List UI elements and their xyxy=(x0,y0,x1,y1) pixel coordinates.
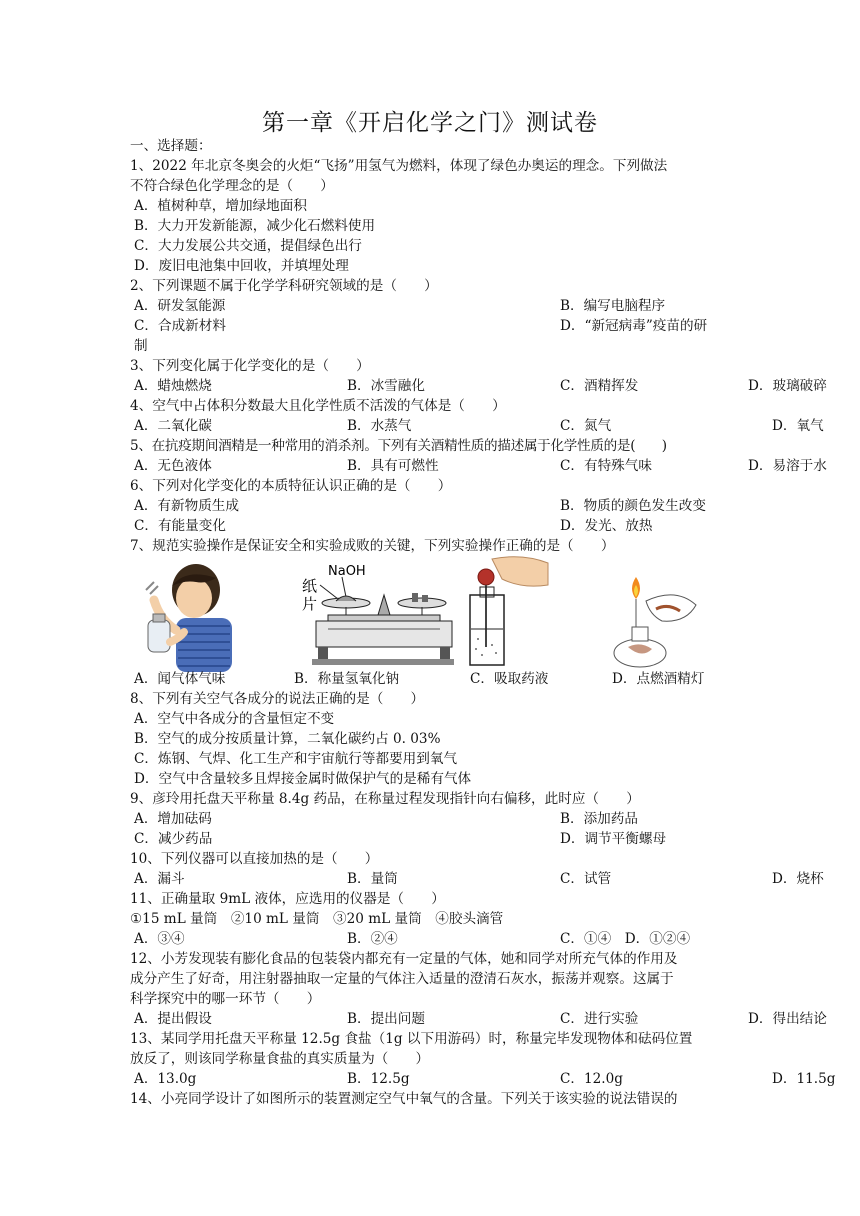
alcohol-lamp-illustration xyxy=(606,575,702,671)
q12-option-c: C．进行实验 xyxy=(560,1011,639,1027)
section-heading: 一、选择题： xyxy=(130,138,212,154)
q11-stem: 11、正确量取 9mL 液体，应选用的仪器是（ ） xyxy=(130,891,445,907)
q4-option-b: B．水蒸气 xyxy=(347,418,412,434)
q2-option-b: B．编写电脑程序 xyxy=(560,298,666,314)
page-title: 第一章《开启化学之门》测试卷 xyxy=(262,110,598,136)
q5-option-d: D．易溶于水 xyxy=(748,458,827,474)
q13-option-b: B．12.5g xyxy=(347,1071,410,1087)
q1-option-a: A．植树种草，增加绿地面积 xyxy=(134,198,307,214)
q4-option-c: C．氮气 xyxy=(560,418,612,434)
q1-stem-cont: 不符合绿色化学理念的是（ ） xyxy=(130,178,334,194)
dropper-illustration xyxy=(462,555,550,671)
q9-stem: 9、彦玲用托盘天平称量 8.4g 药品，在称量过程发现指针向右偏移，此时应（ ） xyxy=(130,791,640,807)
q12-option-a: A．提出假设 xyxy=(134,1011,212,1027)
q6-option-a: A．有新物质生成 xyxy=(134,498,239,514)
q4-stem: 4、空气中占体积分数最大且化学性质不活泼的气体是（ ） xyxy=(130,398,506,414)
q10-option-c: C．试管 xyxy=(560,871,612,887)
q13-stem-cont: 放反了，则该同学称量食盐的真实质量为（ ） xyxy=(130,1051,430,1067)
q11-option-a: A．③④ xyxy=(134,931,185,947)
q9-option-a: A．增加砝码 xyxy=(134,811,212,827)
paper-label-1: 纸 xyxy=(302,577,318,595)
q5-option-b: B．具有可燃性 xyxy=(347,458,439,474)
q8-option-a: A．空气中各成分的含量恒定不变 xyxy=(134,711,335,727)
q5-stem: 5、在抗疫期间酒精是一种常用的消杀剂。下列有关酒精性质的描述属于化学性质的是( ) xyxy=(130,438,667,454)
q8-option-c: C．炼钢、气焊、化工生产和宇宙航行等都要用到氧气 xyxy=(134,751,458,767)
q6-option-b: B．物质的颜色发生改变 xyxy=(560,498,706,514)
q3-option-c: C．酒精挥发 xyxy=(560,378,639,394)
q5-option-c: C．有特殊气味 xyxy=(560,458,652,474)
smell-gas-illustration xyxy=(136,560,242,672)
q7-option-c: C．吸取药液 xyxy=(470,671,549,687)
q7-option-a: A．闻气体气味 xyxy=(134,671,226,687)
q13-stem: 13、某同学用托盘天平称量 12.5g 食盐（1g 以下用游码）时，称量完毕发现物体和砝码位置 xyxy=(130,1031,693,1047)
q2-option-d: D．“新冠病毒”疫苗的研 xyxy=(560,318,708,334)
q11-option-cd: C．①④ D．①②④ xyxy=(560,931,691,947)
q12-stem: 12、小芳发现装有膨化食品的包装袋内都充有一定量的气体，她和同学对所充气体的作用及 xyxy=(130,951,678,967)
q1-option-b: B．大力开发新能源，减少化石燃料使用 xyxy=(134,218,376,234)
q4-option-a: A．二氧化碳 xyxy=(134,418,212,434)
q3-option-a: A．蜡烛燃烧 xyxy=(134,378,212,394)
q1-stem: 1、2022 年北京冬奥会的火炬“飞扬”用氢气为燃料，体现了绿色办奥运的理念。下列做法 xyxy=(130,158,668,174)
q2-option-c: C．合成新材料 xyxy=(134,318,226,334)
q11-items: ①15 mL 量筒 ②10 mL 量筒 ③20 mL 量筒 ④胶头滴管 xyxy=(130,911,504,927)
q12-option-b: B．提出问题 xyxy=(347,1011,425,1027)
q6-option-d: D．发光、放热 xyxy=(560,518,653,534)
q8-stem: 8、下列有关空气各成分的说法正确的是（ ） xyxy=(130,691,425,707)
q5-option-a: A．无色液体 xyxy=(134,458,212,474)
q3-option-b: B．冰雪融化 xyxy=(347,378,425,394)
q10-option-a: A．漏斗 xyxy=(134,871,185,887)
q10-stem: 10、下列仪器可以直接加热的是（ ） xyxy=(130,851,379,867)
q7-stem: 7、规范实验操作是保证安全和实验成败的关键，下列实验操作正确的是（ ） xyxy=(130,538,615,554)
q12-stem-cont2: 科学探究中的哪一环节（ ） xyxy=(130,991,321,1007)
q11-option-b: B．②④ xyxy=(347,931,398,947)
q10-option-b: B．量筒 xyxy=(347,871,398,887)
q12-option-d: D．得出结论 xyxy=(748,1011,827,1027)
q13-option-d: D．11.5g xyxy=(772,1071,836,1087)
q3-option-d: D．玻璃破碎 xyxy=(748,378,827,394)
naoh-label: NaOH xyxy=(328,564,366,579)
q2-stem: 2、下列课题不属于化学学科研究领域的是（ ） xyxy=(130,278,438,294)
q9-option-b: B．添加药品 xyxy=(560,811,638,827)
q4-option-d: D．氧气 xyxy=(772,418,824,434)
q7-option-d: D．点燃酒精灯 xyxy=(612,671,705,687)
q3-stem: 3、下列变化属于化学变化的是（ ） xyxy=(130,358,370,374)
q6-option-c: C．有能量变化 xyxy=(134,518,226,534)
q12-stem-cont: 成分产生了好奇，用注射器抽取一定量的气体注入适量的澄清石灰水，振荡并观察。这属于 xyxy=(130,971,674,987)
q7-option-b: B．称量氢氧化钠 xyxy=(294,671,400,687)
q6-stem: 6、下列对化学变化的本质特征认识正确的是（ ） xyxy=(130,478,452,494)
q13-option-a: A．13.0g xyxy=(134,1071,197,1087)
paper-label-2: 片 xyxy=(302,595,318,613)
q10-option-d: D．烧杯 xyxy=(772,871,824,887)
balance-naoh-illustration xyxy=(298,555,454,671)
q1-option-d: D．废旧电池集中回收，并填埋处理 xyxy=(134,258,349,274)
q14-stem: 14、小亮同学设计了如图所示的装置测定空气中氧气的含量。下列关于该实验的说法错误的 xyxy=(130,1091,678,1107)
q7-figures xyxy=(0,555,860,675)
q9-option-d: D．调节平衡螺母 xyxy=(560,831,667,847)
q2-option-a: A．研发氢能源 xyxy=(134,298,226,314)
q9-option-c: C．减少药品 xyxy=(134,831,213,847)
q13-option-c: C．12.0g xyxy=(560,1071,623,1087)
q1-option-c: C．大力发展公共交通，提倡绿色出行 xyxy=(134,238,362,254)
q8-option-b: B．空气的成分按质量计算，二氧化碳约占 0. 03% xyxy=(134,731,441,747)
q2-option-d-cont: 制 xyxy=(134,338,148,354)
q8-option-d: D．空气中含量较多且焊接金属时做保护气的是稀有气体 xyxy=(134,771,472,787)
